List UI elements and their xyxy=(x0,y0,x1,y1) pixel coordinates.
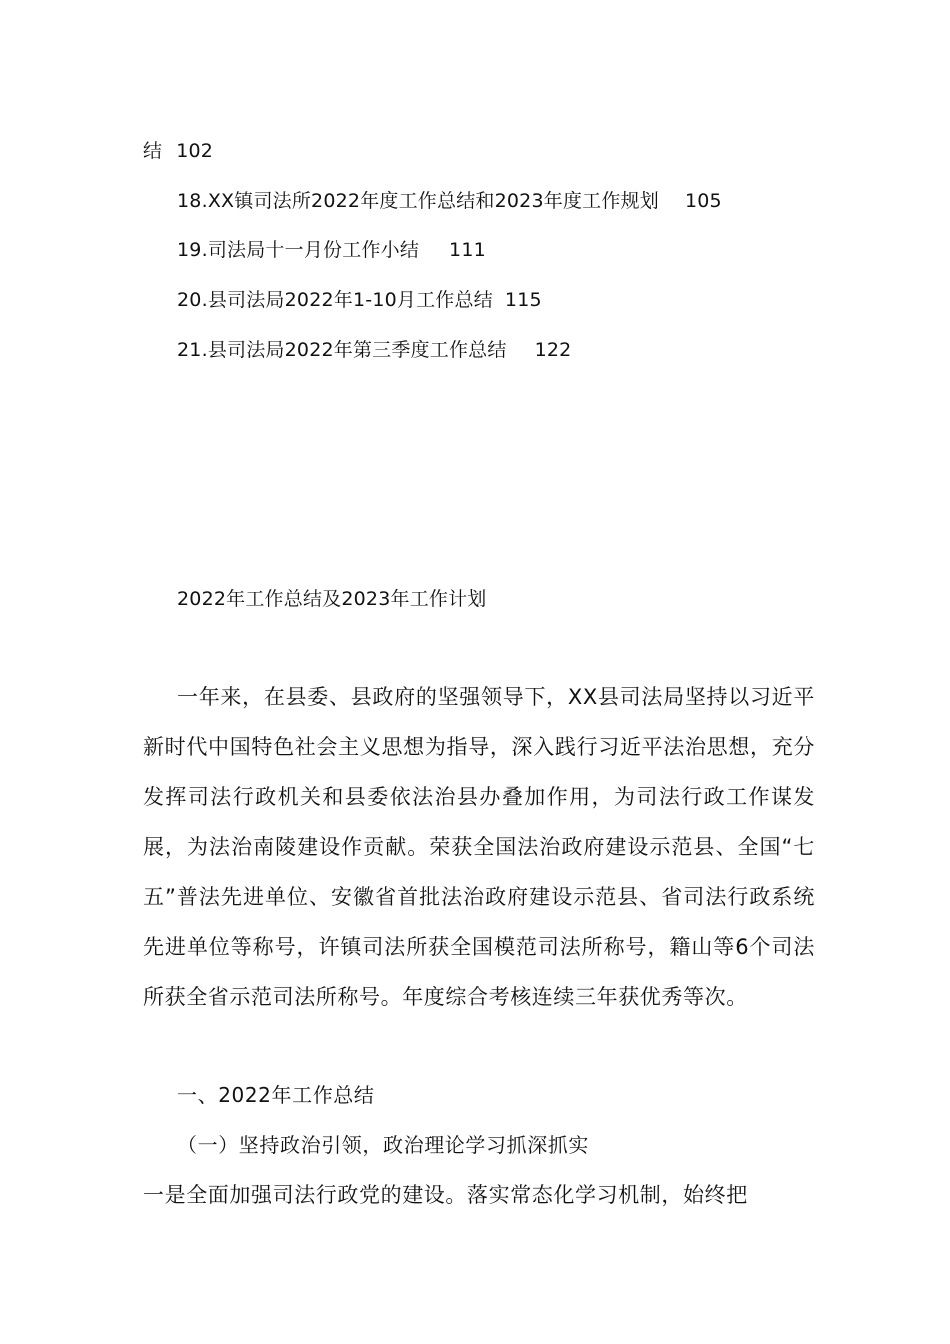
toc-item-text: 18.XX镇司法所2022年度工作总结和2023年度工作规划 xyxy=(177,190,659,212)
toc-item-18[interactable] xyxy=(177,189,722,213)
intro-paragraph: 一年来，在县委、县政府的坚强领导下，XX县司法局坚持以习近平新时代中国特色社会主义思想为指导，深入践行习近平法治思想，充分发挥司法行政机关和县委依法治县办叠加作用，为司法行政工作谋发展，为法治南陵建设作贡献。荣获全国法治政府建设示范县、全国“七五”普法先进单位、安徽省首批法治政府建设示范县、省司法行政系统先进单位等称号，许镇司法所获全国模范司法所称号，籍山等6个司法所获全省示范司法所称号。年度综合考核连续三年获优秀等次。 xyxy=(143,685,815,1009)
toc-item-19[interactable] xyxy=(177,238,486,262)
section-heading: 一、2022年工作总结 xyxy=(177,1083,375,1107)
document-title: 2022年工作总结及2023年工作计划 xyxy=(177,588,487,610)
toc-page-number: 115 xyxy=(504,289,542,311)
toc-item-text: 20.县司法局2022年1-10月工作总结 xyxy=(177,289,493,311)
subsection-heading: （一）坚持政治引领，政治理论学习抓深抓实 xyxy=(177,1133,589,1157)
toc-continuation-text: 结 xyxy=(143,140,163,162)
toc-page-number: 105 xyxy=(684,190,722,212)
toc-page-number: 122 xyxy=(534,339,572,361)
toc-item-21[interactable] xyxy=(177,338,571,362)
toc-item-text: 19.司法局十一月份工作小结 xyxy=(177,239,420,261)
toc-page-number: 111 xyxy=(449,239,486,261)
toc-continuation[interactable] xyxy=(143,139,213,163)
toc-page-number: 102 xyxy=(176,140,214,162)
body-paragraph: 一是全面加强司法行政党的建设。落实常态化学习机制，始终把 xyxy=(143,1183,748,1207)
toc-item-text: 21.县司法局2022年第三季度工作总结 xyxy=(177,339,507,361)
toc-item-20[interactable] xyxy=(177,288,542,312)
